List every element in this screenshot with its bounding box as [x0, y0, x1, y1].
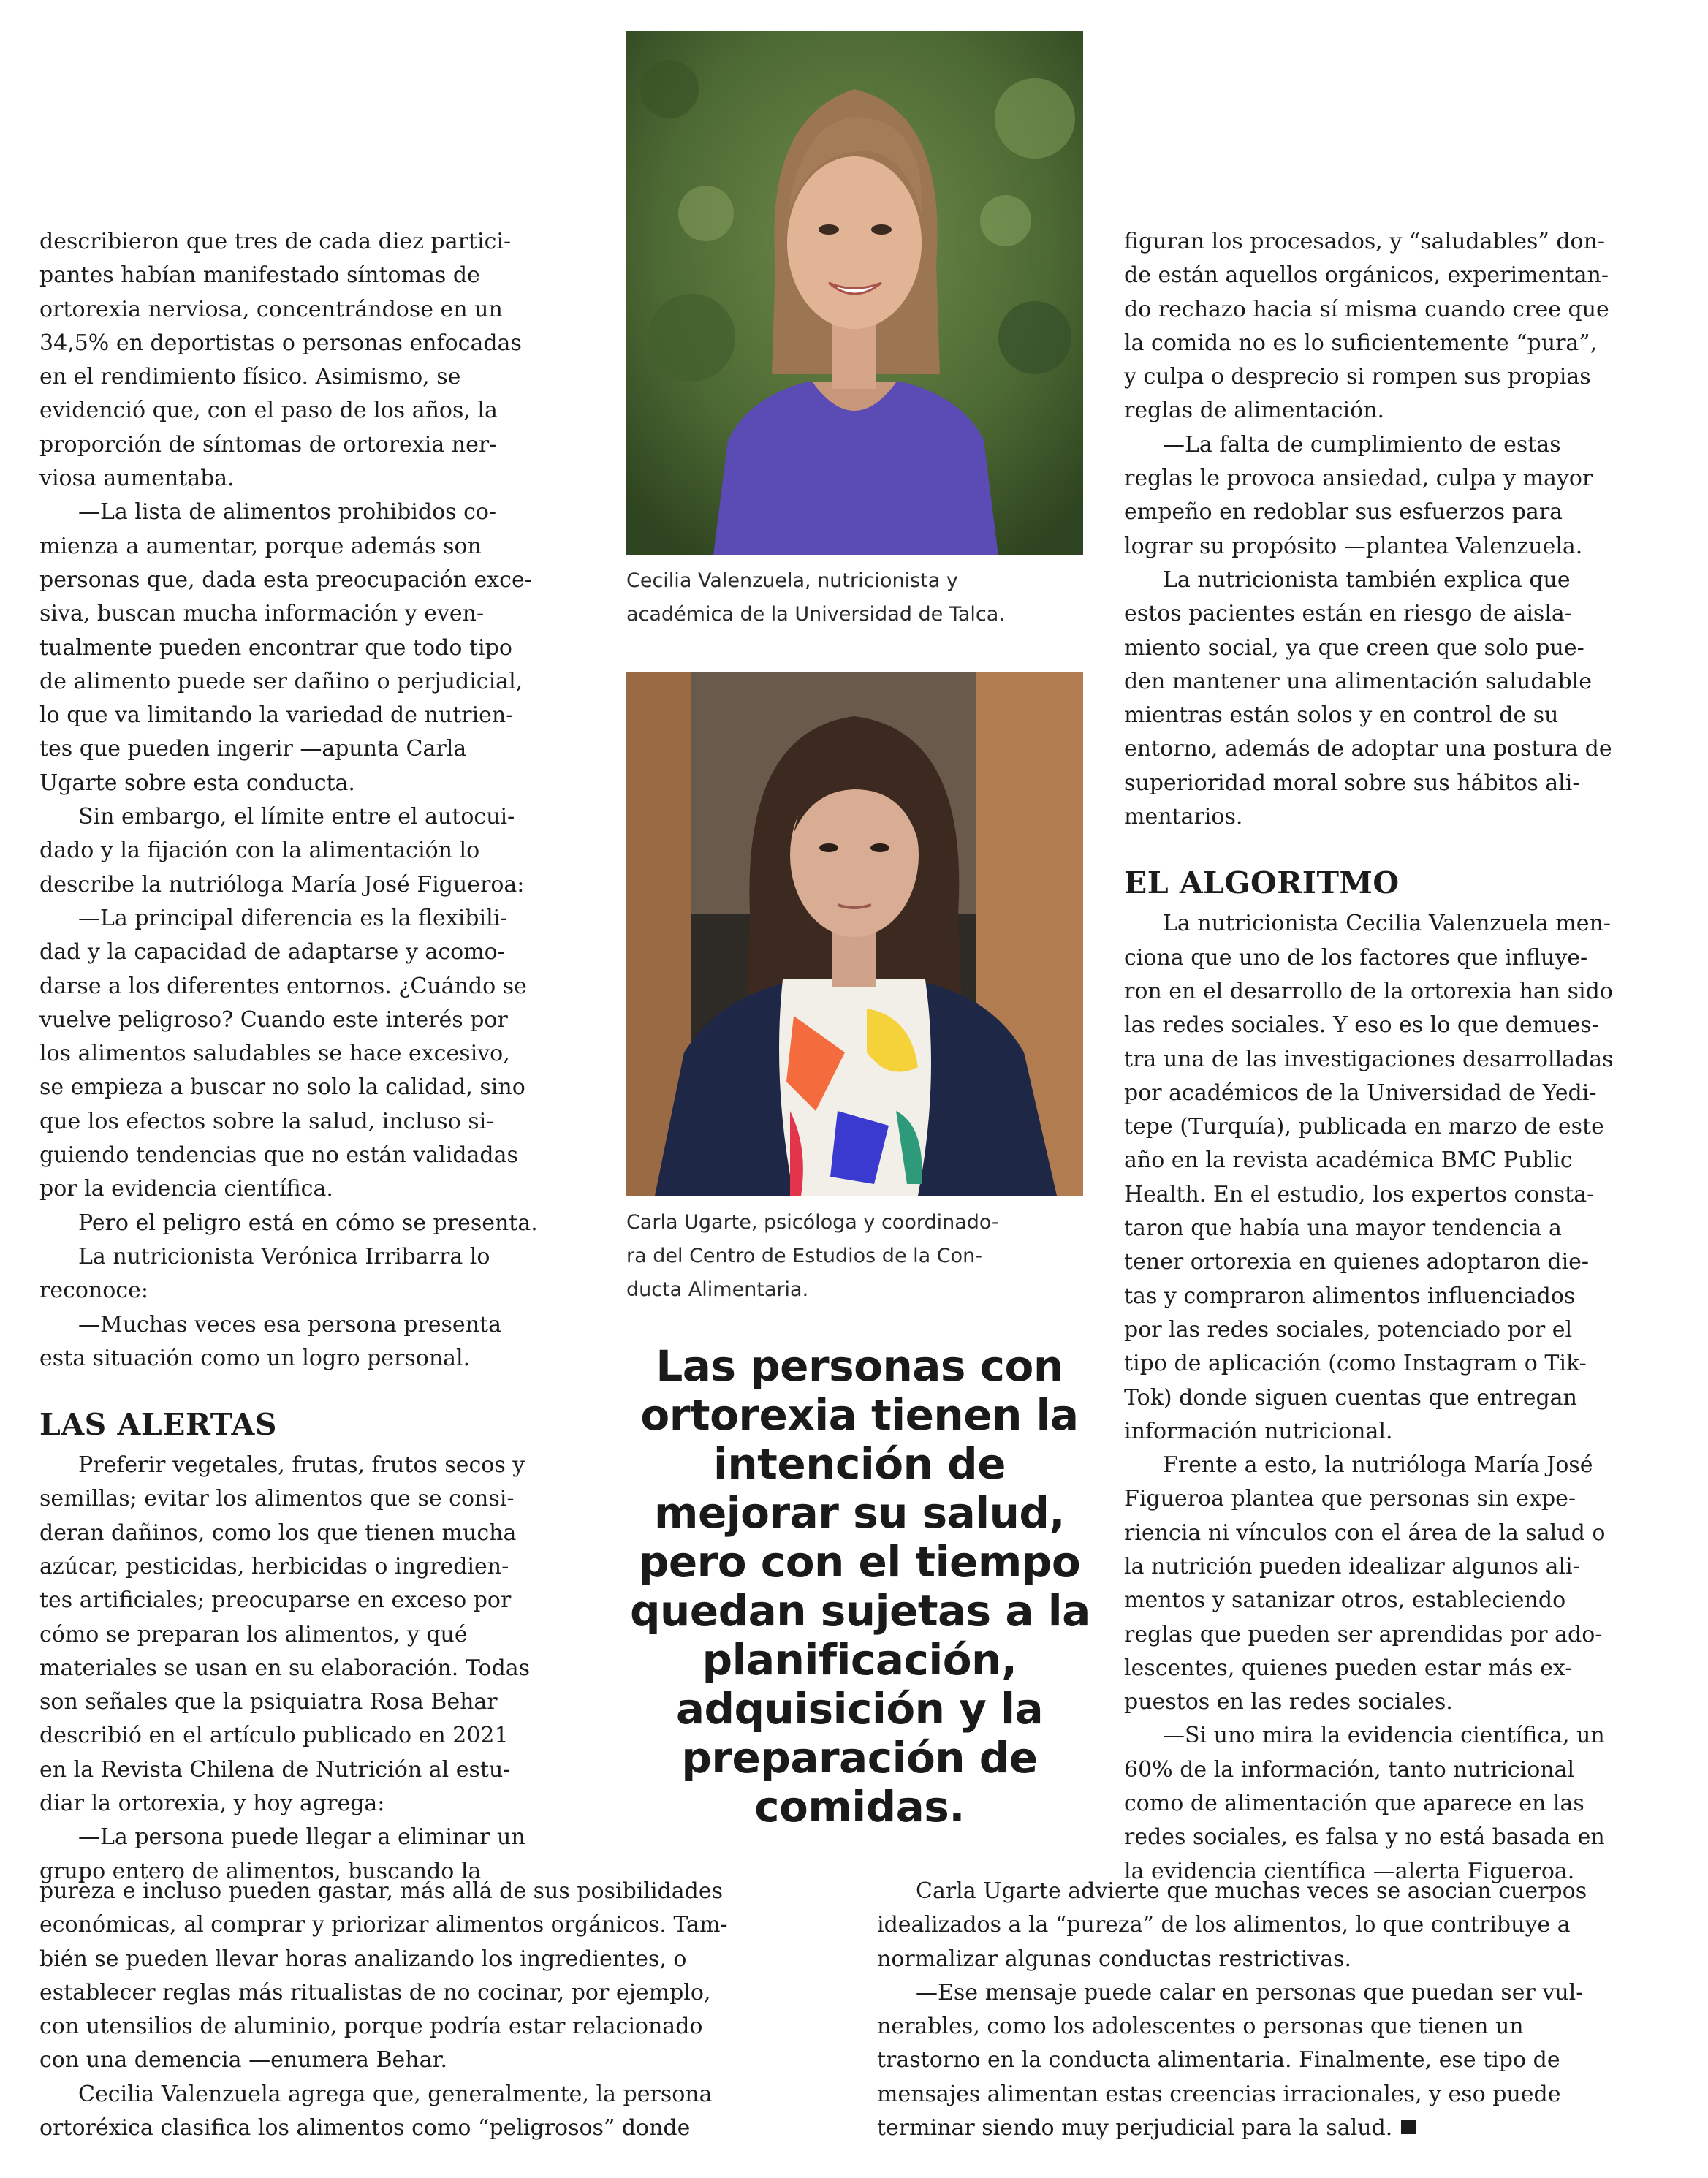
body-line: tualmente pueden encontrar que todo tipo [39, 634, 512, 661]
body-line: mentos y satanizar otros, estableciendo [1124, 1587, 1566, 1614]
body-line: reglas de alimentación. [1124, 398, 1385, 424]
body-line: Cecilia Valenzuela agrega que, generalmente, la persona [78, 2081, 713, 2107]
caption-line: ducta Alimentaria. [626, 1278, 809, 1301]
body-line: lescentes, quienes pueden estar más ex- [1124, 1655, 1573, 1681]
body-line: tepe (Turquía), publicada en marzo de este [1124, 1114, 1604, 1140]
body-line: grupo entero de alimentos, buscando la [39, 1858, 482, 1884]
bottom-right-block [877, 1875, 1681, 2145]
photo-cecilia-valenzuela [626, 31, 1083, 555]
body-line: por académicos de la Universidad de Yedi- [1124, 1079, 1597, 1106]
body-line: información nutricional. [1124, 1418, 1393, 1444]
body-line: La nutricionista Cecilia Valenzuela men- [1163, 911, 1611, 937]
body-line: Pero el peligro está en cómo se presenta. [78, 1210, 538, 1236]
body-line: azúcar, pesticidas, herbicidas o ingredien- [39, 1553, 509, 1579]
body-line: por las redes sociales, potenciado por el [1124, 1316, 1573, 1343]
body-line: —La falta de cumplimiento de estas [1163, 431, 1561, 458]
body-line: siva, buscan mucha información y even- [39, 601, 485, 627]
body-line: tipo de aplicación (como Instagram o Tik- [1124, 1351, 1587, 1377]
body-line: Health. En el estudio, los expertos consta- [1124, 1181, 1595, 1207]
body-line: Ugarte sobre esta conducta. [39, 770, 355, 796]
body-line: ron en el desarrollo de la ortorexia han sido [1124, 978, 1613, 1004]
caption-line: Carla Ugarte, psicóloga y coordinado- [626, 1211, 999, 1234]
body-line: mientras están solos y en control de su [1124, 702, 1559, 729]
body-line: reglas que pueden ser aprendidas por ado- [1124, 1621, 1603, 1647]
body-line: estos pacientes están en riesgo de aisla- [1124, 601, 1572, 627]
body-line: figuran los procesados, y “saludables” don- [1124, 229, 1606, 254]
pull-quote-line: Las personas con [656, 1341, 1063, 1391]
section-heading-alertas: LAS ALERTAS [39, 1407, 277, 1443]
body-line: las redes sociales. Y eso es lo que demues- [1124, 1012, 1599, 1039]
body-line: tes artificiales; preocuparse en exceso por [39, 1587, 512, 1614]
right-column [1124, 225, 1679, 1889]
body-line: semillas; evitar los alimentos que se consi- [39, 1486, 515, 1512]
body-line: La nutricionista Verónica Irribarra lo [78, 1243, 490, 1270]
body-line: darse a los diferentes entornos. ¿Cuándo se [39, 973, 527, 999]
body-line: y culpa o desprecio si rompen sus propias [1124, 364, 1591, 390]
body-line: bién se pueden llevar horas analizando los ingredientes, o [39, 1946, 687, 1972]
body-line: entorno, además de adoptar una postura de [1124, 736, 1612, 762]
body-line: Frente a esto, la nutrióloga María José [1163, 1452, 1593, 1479]
pull-quote [630, 1342, 1089, 1832]
bottom-left-block [39, 1875, 843, 2145]
body-line: —La lista de alimentos prohibidos co- [78, 499, 497, 525]
body-line: son señales que la psiquiatra Rosa Behar [39, 1689, 498, 1715]
pull-quote-line: preparación de [681, 1733, 1038, 1783]
body-line: 60% de la información, tanto nutricional [1124, 1756, 1575, 1783]
body-line: deran dañinos, como los que tienen mucha [39, 1519, 517, 1546]
body-line: de están aquellos orgánicos, experimentan- [1124, 262, 1609, 289]
body-line: los alimentos saludables se hace excesivo, [39, 1041, 510, 1067]
body-line: la evidencia científica —alerta Figueroa. [1124, 1858, 1575, 1884]
pull-quote-line: quedan sujetas a la [630, 1586, 1090, 1636]
body-line: Figueroa plantea que personas sin expe- [1124, 1486, 1576, 1512]
body-line: 34,5% en deportistas o personas enfocadas [39, 330, 522, 356]
body-line: do rechazo hacia sí misma cuando cree que [1124, 296, 1609, 322]
body-line: reglas le provoca ansiedad, culpa y mayor [1124, 466, 1593, 492]
body-line: describieron que tres de cada diez partici- [39, 229, 512, 254]
body-line: reconoce: [39, 1278, 149, 1304]
body-line: puestos en las redes sociales. [1124, 1689, 1453, 1715]
pull-quote-line: intención de [713, 1439, 1006, 1489]
pull-quote-line: adquisición y la [675, 1684, 1044, 1734]
body-line: ortoréxica clasifica los alimentos como “peligrosos” donde [39, 2115, 691, 2141]
pull-quote-line: mejorar su salud, [654, 1488, 1065, 1538]
body-line: redes sociales, es falsa y no está basada en [1124, 1824, 1605, 1851]
body-line: viosa aumentaba. [39, 466, 235, 492]
body-line: Carla Ugarte advierte que muchas veces se asocian cuerpos [916, 1878, 1587, 1904]
body-line: describió en el artículo publicado en 2021 [39, 1723, 509, 1749]
body-line: lograr su propósito —plantea Valenzuela. [1124, 533, 1583, 559]
body-line: —Muchas veces esa persona presenta [78, 1311, 501, 1337]
body-line: terminar siendo muy perjudicial para la salud. [877, 2115, 1393, 2141]
body-line: —Ese mensaje puede calar en personas que puedan ser vul- [916, 1979, 1584, 2006]
body-line: miento social, ya que creen que solo pue- [1124, 634, 1584, 661]
body-line: riencia ni vínculos con el área de la salud o [1124, 1519, 1606, 1546]
body-line-end [877, 2111, 1681, 2145]
body-line: pureza e incluso pueden gastar, más allá de sus posibilidades [39, 1878, 723, 1904]
body-line: —La persona puede llegar a eliminar un [78, 1824, 525, 1851]
body-line: Sin embargo, el límite entre el autocui- [78, 804, 515, 830]
body-line: pantes habían manifestado síntomas de [39, 262, 480, 289]
body-line: lo que va limitando la variedad de nutrien- [39, 702, 514, 729]
body-line: materiales se usan en su elaboración. Todas [39, 1655, 531, 1681]
body-line: ortorexia nerviosa, concentrándose en un [39, 296, 503, 322]
body-line: con utensilios de aluminio, porque podría estar relacionado [39, 2014, 703, 2040]
body-line: proporción de síntomas de ortorexia ner- [39, 431, 497, 458]
body-line: idealizados a la “pureza” de los alimentos, lo que contribuye a [877, 1912, 1571, 1938]
caption-cecilia-valenzuela [626, 564, 1005, 631]
body-line: vuelve peligroso? Cuando este interés por [39, 1006, 508, 1033]
body-line: mentarios. [1124, 804, 1243, 830]
body-line: —La principal diferencia es la flexibili- [78, 905, 508, 931]
body-line: Preferir vegetales, frutas, frutos secos y [78, 1452, 525, 1479]
body-line: como de alimentación que aparece en las [1124, 1791, 1584, 1817]
pull-quote-line: pero con el tiempo [638, 1537, 1081, 1587]
body-line: tes que pueden ingerir —apunta Carla [39, 736, 467, 762]
caption-carla-ugarte [626, 1206, 999, 1307]
pull-quote-line: planificación, [702, 1635, 1017, 1685]
body-line: la nutrición pueden idealizar algunos ali- [1124, 1553, 1580, 1579]
body-line: tra una de las investigaciones desarrolladas [1124, 1046, 1614, 1072]
caption-line: Cecilia Valenzuela, nutricionista y [626, 569, 958, 592]
body-line: —Si uno mira la evidencia científica, un [1163, 1723, 1605, 1749]
body-line: en el rendimiento físico. Asimismo, se [39, 364, 461, 390]
body-line: tas y compraron alimentos influenciados [1124, 1283, 1576, 1309]
portrait-illustration [626, 31, 1083, 555]
body-line: tener ortorexia en quienes adoptaron die- [1124, 1249, 1590, 1275]
caption-line: académica de la Universidad de Talca. [626, 603, 1005, 626]
section-heading-algoritmo: EL ALGORITMO [1124, 865, 1400, 901]
body-line: por la evidencia científica. [39, 1176, 333, 1202]
body-line: normalizar algunas conductas restrictivas. [877, 1946, 1352, 1972]
body-line: mienza a aumentar, porque además son [39, 533, 482, 559]
body-line: taron que había una mayor tendencia a [1124, 1215, 1562, 1242]
body-line: dad y la capacidad de adaptarse y acomo- [39, 939, 505, 965]
body-line: la comida no es lo suficientemente “pura”, [1124, 330, 1598, 356]
body-line: personas que, dada esta preocupación exce- [39, 566, 532, 593]
body-line: año en la revista académica BMC Public [1124, 1147, 1573, 1174]
body-line: ciona que uno de los factores que influye- [1124, 944, 1588, 971]
pull-quote-line: comidas. [754, 1782, 965, 1832]
body-line: trastorno en la conducta alimentaria. Finalmente, ese tipo de [877, 2047, 1560, 2073]
caption-line: ra del Centro de Estudios de la Con- [626, 1245, 982, 1267]
body-line: superioridad moral sobre sus hábitos ali- [1124, 770, 1580, 796]
body-line: den mantener una alimentación saludable [1124, 668, 1592, 694]
body-line: que los efectos sobre la salud, incluso si- [39, 1108, 494, 1134]
body-line: económicas, al comprar y priorizar alimentos orgánicos. Tam- [39, 1912, 728, 1938]
body-line: evidenció que, con el paso de los años, la [39, 398, 498, 424]
body-line: La nutricionista también explica que [1163, 566, 1571, 593]
body-line: describe la nutrióloga María José Figueroa: [39, 871, 525, 898]
body-line: esta situación como un logro personal. [39, 1345, 471, 1371]
body-line: Tok) donde siguen cuentas que entregan [1124, 1384, 1577, 1411]
end-of-article-mark [1401, 2120, 1416, 2134]
body-line: mensajes alimentan estas creencias irracionales, y eso puede [877, 2081, 1561, 2107]
body-line: se empieza a buscar no solo la calidad, sino [39, 1074, 525, 1101]
body-line: guiendo tendencias que no están validadas [39, 1142, 518, 1169]
body-line: de alimento puede ser dañino o perjudicial, [39, 668, 523, 694]
body-line: en la Revista Chilena de Nutrición al estu- [39, 1756, 511, 1783]
left-column [39, 225, 595, 1889]
body-line: cómo se preparan los alimentos, y qué [39, 1621, 468, 1647]
body-line: establecer reglas más ritualistas de no cocinar, por ejemplo, [39, 1979, 711, 2006]
body-line: empeño en redoblar sus esfuerzos para [1124, 499, 1563, 525]
pull-quote-line: ortorexia tienen la [640, 1390, 1079, 1440]
body-line: nerables, como los adolescentes o personas que tienen un [877, 2014, 1524, 2040]
body-line: diar la ortorexia, y hoy agrega: [39, 1791, 385, 1817]
body-line: con una demencia —enumera Behar. [39, 2047, 448, 2073]
body-line: dado y la fijación con la alimentación lo [39, 838, 480, 864]
portrait-illustration [626, 672, 1083, 1196]
photo-carla-ugarte [626, 672, 1083, 1196]
